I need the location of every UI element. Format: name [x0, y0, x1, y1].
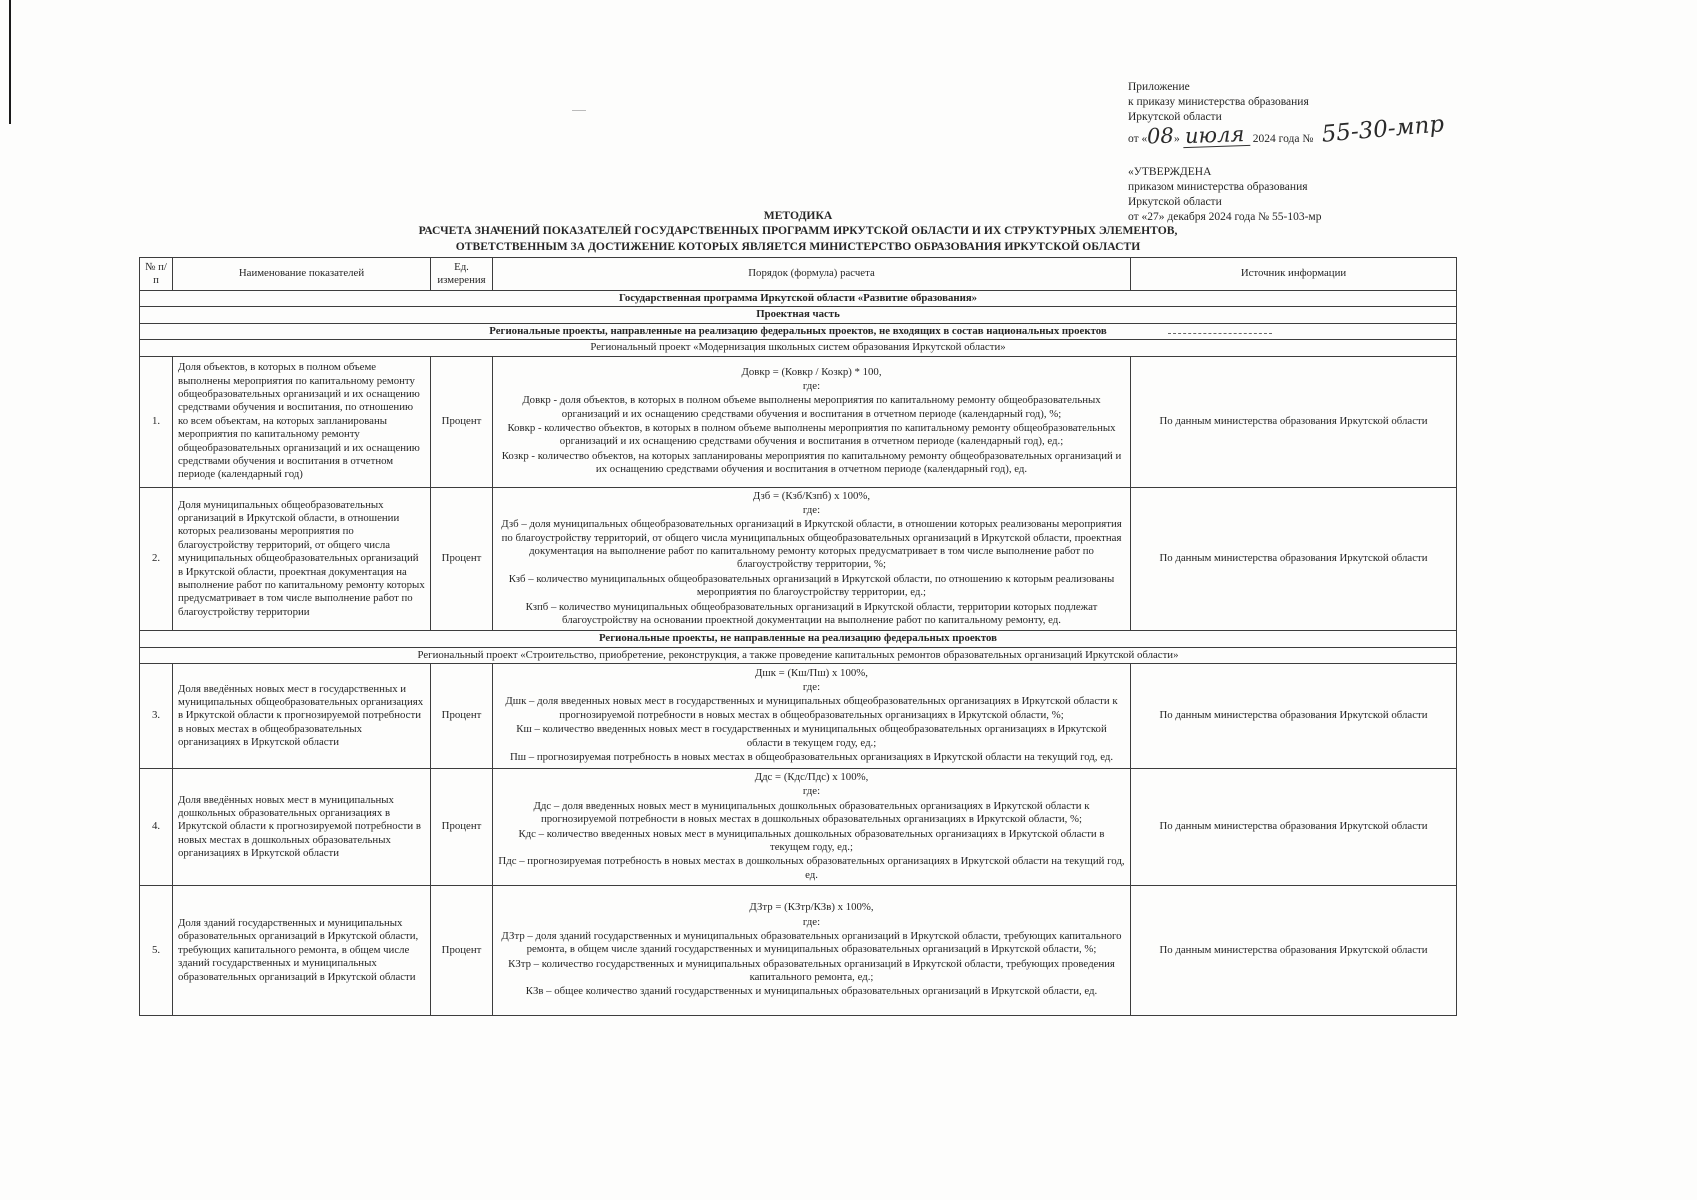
- formula-line: где:: [802, 379, 821, 392]
- formula-cell: [493, 664, 1131, 769]
- row-number: 5.: [140, 886, 173, 1016]
- formula-line: Довкр - доля объектов, в которых в полном объеме выполнены мероприятия по капитальному ремонту общеобразовательных организаций и их оснащению средствами обучения и воспитания в отчетном периоде (календарный год), %;: [522, 394, 1101, 420]
- formula-cell: [493, 487, 1131, 631]
- header-formula: Порядок (формула) расчета: [493, 258, 1131, 291]
- indicators-table: [139, 257, 1457, 1016]
- unit-cell: Процент: [431, 664, 493, 769]
- formula-line: Кш – количество введенных новых мест в государственных и муниципальных общеобразовательных организациях в Иркутской области в текущем году, ед.;: [516, 723, 1107, 749]
- formula-line: где:: [802, 503, 821, 516]
- formula-cell: [493, 356, 1131, 487]
- formula-line: Ддс – доля введенных новых мест в муниципальных дошкольных образовательных организациях в Иркутской области к прогнозируемой потребности в новых местах в дошкольных образовательных организациях в Иркутской области, %;: [533, 799, 1090, 826]
- source-cell: По данным министерства образования Иркутской области: [1131, 356, 1457, 487]
- indicator-name: Доля введённых новых мест в государственных и муниципальных общеобразовательных организациях в Иркутской области к прогнозируемой потребности в новых местах в общеобразовательных организациях в Иркутской области: [173, 664, 431, 769]
- annex-line: Иркутской области: [1128, 110, 1222, 123]
- formula-line: Дшк = (Кш/Пш) х 100%,: [755, 666, 868, 679]
- formula-line: Кзпб – количество муниципальных общеобразовательных организаций в Иркутской области, территории которых подлежат благоустройству на основании проектной документации на выполнение работ по капитальному ремонту, ед.: [525, 600, 1098, 626]
- formula-line: Дзб – доля муниципальных общеобразовательных организаций в Иркутской области, в отношении которых реализованы мероприятия по благоустройству территорий, от общего числа муниципальных общеобразовательных организаций в Иркутской области, проектная документация на выполнение работ по капитальному ремонту которых предусматривает в том числе выполнение работ по благоустройству территории, %;: [501, 518, 1122, 571]
- row-number: 2.: [140, 487, 173, 631]
- unit-cell: Процент: [431, 886, 493, 1016]
- unit-cell: Процент: [431, 769, 493, 886]
- formula-line: где:: [802, 681, 821, 694]
- row-number: 4.: [140, 769, 173, 886]
- formula-line: Пш – прогнозируемая потребность в новых местах в общеобразовательных организациях в Иркутской области на текущий год, ед.: [509, 750, 1114, 763]
- header-unit: Ед. измерения: [431, 258, 493, 291]
- formula-line: Довкр = (Ковкр / Козкр) * 100,: [741, 365, 882, 378]
- date-year: 2024 года №: [1252, 132, 1314, 145]
- section-row-construction-project: [140, 647, 1457, 663]
- section-row-regional-nonfederal: [140, 631, 1457, 647]
- unit-cell: Процент: [431, 356, 493, 487]
- row-number: 1.: [140, 356, 173, 487]
- scan-artifact-left-line: [9, 0, 11, 124]
- annex-line: к приказу министерства образования: [1128, 95, 1309, 108]
- formula-cell: [493, 769, 1131, 886]
- section-title: Региональный проект «Модернизация школьных систем образования Иркутской области»: [140, 340, 1457, 356]
- title-line-2: РАСЧЕТА ЗНАЧЕНИЙ ПОКАЗАТЕЛЕЙ ГОСУДАРСТВЕННЫХ ПРОГРАММ ИРКУТСКОЙ ОБЛАСТИ И ИХ СТРУКТУРНЫХ ЭЛЕМЕНТОВ,: [418, 224, 1178, 238]
- section-row-project-part: [140, 307, 1457, 323]
- title-line-3: ОТВЕТСТВЕННЫМ ЗА ДОСТИЖЕНИЕ КОТОРЫХ ЯВЛЯЕТСЯ МИНИСТЕРСТВО ОБРАЗОВАНИЯ ИРКУТСКОЙ ОБЛАСТИ: [455, 239, 1141, 253]
- formula-line: где:: [802, 915, 821, 928]
- section-row-modernization-project: [140, 340, 1457, 356]
- header-number: № п/п: [140, 258, 173, 291]
- formula-line: Козкр - количество объектов, на которых запланированы мероприятия по капитальному ремонту общеобразовательных организаций и их оснащению средствами обучения и воспитания в отчетном периоде (календарный год), ед.: [501, 449, 1122, 476]
- formula-line: где:: [802, 785, 821, 798]
- table-row: [140, 487, 1457, 631]
- section-row-program: [140, 291, 1457, 307]
- handwritten-month: июля: [1182, 125, 1250, 148]
- title-line-1: МЕТОДИКА: [763, 209, 833, 222]
- table-row: [140, 356, 1457, 487]
- source-cell: По данным министерства образования Иркутской области: [1131, 664, 1457, 769]
- table-row: [140, 886, 1457, 1016]
- annex-line: Приложение: [1128, 81, 1190, 93]
- formula-line: ДЗтр – доля зданий государственных и муниципальных образовательных организаций в Иркутской области, требующих капитального ремонта, в общем числе зданий государственных и муниципальных образовательных организаций в Иркутской области, %;: [501, 929, 1122, 956]
- section-title: Государственная программа Иркутской области «Развитие образования»: [140, 291, 1457, 307]
- date-prefix: от «: [1128, 132, 1148, 145]
- source-cell: По данным министерства образования Иркутской области: [1131, 886, 1457, 1016]
- source-cell: По данным министерства образования Иркутской области: [1131, 487, 1457, 631]
- header-source: Источник информации: [1131, 258, 1457, 291]
- formula-line: Кзб – количество муниципальных общеобразовательных организаций в Иркутской области, по отношению к которым реализованы мероприятия по благоустройству территории, ед.;: [508, 572, 1115, 599]
- annex-block: [1128, 80, 1558, 225]
- section-row-regional-federal: [140, 323, 1457, 339]
- formula-line: Кдс – количество введенных новых мест в муниципальных дошкольных образовательных организациях в Иркутской области в текущем году, ед.;: [518, 827, 1105, 853]
- indicator-name: Доля введённых новых мест в муниципальных дошкольных образовательных организациях в Иркутской области к прогнозируемой потребности в новых местах в дошкольных образовательных организациях в Иркутской области: [173, 769, 431, 886]
- section-title: Региональный проект «Строительство, приобретение, реконструкция, а также проведение капитальных ремонтов образовательных организаций Иркутской области»: [140, 647, 1457, 663]
- indicator-name: Доля зданий государственных и муниципальных образовательных организаций в Иркутской области, требующих капитального ремонта, в общем числе зданий государственных и муниципальных образовательных организаций в Иркутской области: [173, 886, 431, 1016]
- formula-line: Ковкр - количество объектов, в которых в полном объеме выполнены мероприятия по капитальному ремонту общеобразовательных организаций и их оснащению средствами обучения и воспитания в отчетном периоде (календарный год), ед.;: [507, 422, 1116, 448]
- scan-artifact-mark: [572, 110, 586, 111]
- section-title: Региональные проекты, направленные на реализацию федеральных проектов, не входящих в состав национальных проектов: [140, 323, 1457, 339]
- approved-line: приказом министерства образования: [1128, 180, 1308, 193]
- formula-cell: [493, 886, 1131, 1016]
- source-cell: По данным министерства образования Иркутской области: [1131, 769, 1457, 886]
- indicator-name: Доля объектов, в которых в полном объеме выполнены мероприятия по капитальному ремонту общеобразовательных организаций и их оснащению средствами обучения и воспитания, по отношению ко всем объектам, на которых запланированы мероприятия по капитальному ремонту общеобразовательных организаций и их оснащению средствами обучения и воспитания в отчетном периоде (календарный год): [173, 356, 431, 487]
- spacer: [1128, 147, 1558, 165]
- handwritten-day: 08: [1146, 123, 1175, 149]
- document-title: [140, 208, 1456, 254]
- formula-line: Дзб = (Кзб/Кзпб) х 100%,: [752, 489, 871, 502]
- formula-line: ДЗтр = (КЗтр/КЗв) х 100%,: [749, 901, 874, 914]
- table-header-row: [140, 258, 1457, 291]
- approved-line: от «27» декабря 2024 года № 55-103-мр: [1128, 210, 1322, 223]
- approved-line: Иркутской области: [1128, 195, 1222, 208]
- handwritten-order-number: 55-30-мпр: [1320, 111, 1446, 148]
- date-quote: »: [1173, 132, 1180, 145]
- formula-line: КЗв – общее количество зданий государственных и муниципальных образовательных организаций в Иркутской области, ед.: [525, 985, 1098, 998]
- unit-cell: Процент: [431, 487, 493, 631]
- formula-line: Дшк – доля введенных новых мест в государственных и муниципальных общеобразовательных организациях в Иркутской области к прогнозируемой потребности в новых местах в общеобразовательных организациях в Иркутской области, %;: [505, 695, 1118, 721]
- row-number: 3.: [140, 664, 173, 769]
- header-indicator-name: Наименование показателей: [173, 258, 431, 291]
- table-row: [140, 664, 1457, 769]
- formula-line: КЗтр – количество государственных и муниципальных образовательных организаций в Иркутской области, требующих проведения капитального ремонта, ед.;: [508, 957, 1115, 984]
- section-title: Проектная часть: [140, 307, 1457, 323]
- table-row: [140, 769, 1457, 886]
- indicator-name: Доля муниципальных общеобразовательных организаций в Иркутской области, в отношении которых реализованы мероприятия по благоустройству территорий, от общего числа муниципальных общеобразовательных организаций в Иркутской области, проектная документация на выполнение работ по капитальному ремонту которых предусматривает в том числе выполнение работ по благоустройству территории: [173, 487, 431, 631]
- section-title: Региональные проекты, не направленные на реализацию федеральных проектов: [140, 631, 1457, 647]
- formula-line: Пдс – прогнозируемая потребность в новых местах в дошкольных образовательных организациях в Иркутской области на текущий год, ед.: [498, 855, 1125, 881]
- formula-line: Ддс = (Кдс/Пдс) х 100%,: [754, 771, 869, 783]
- approved-line: «УТВЕРЖДЕНА: [1128, 165, 1212, 178]
